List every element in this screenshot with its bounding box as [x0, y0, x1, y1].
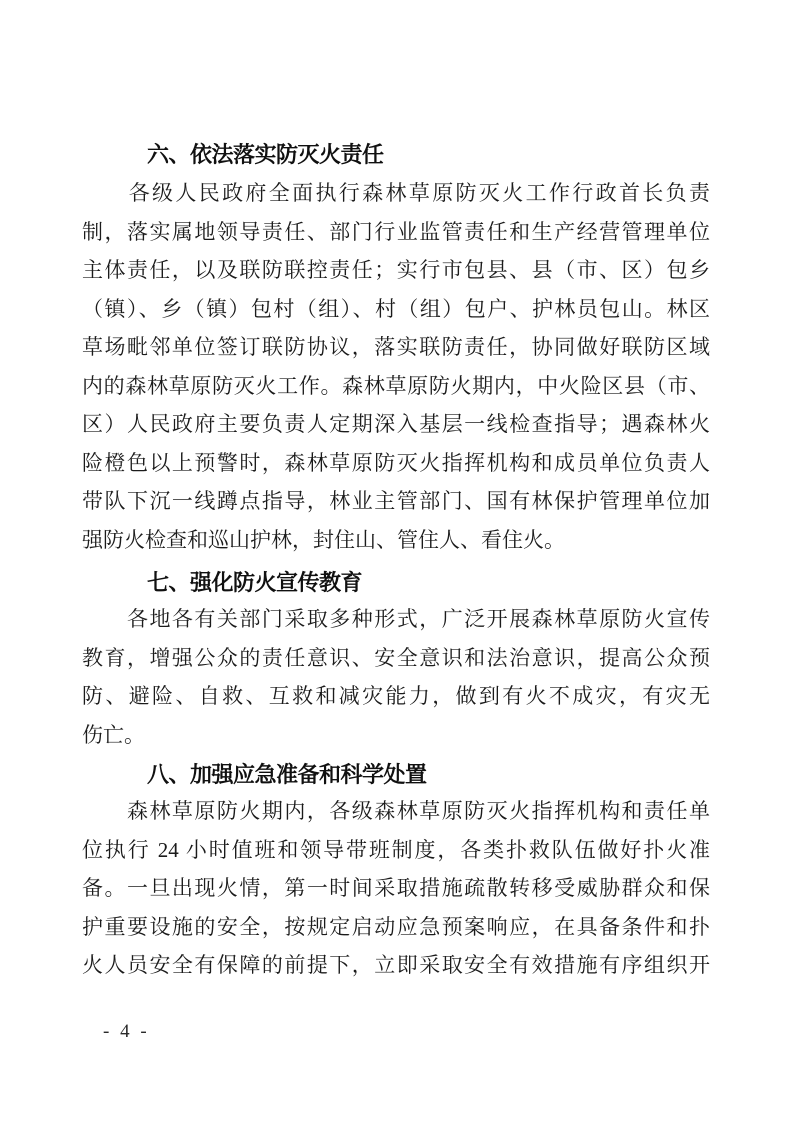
text-line: 草场毗邻单位签订联防协议，落实联防责任，协同做好联防区域	[82, 335, 710, 359]
text-line: 备。一旦出现火情，第一时间采取措施疏散转移受威胁群众和保	[82, 876, 710, 900]
text-line: 护重要设施的安全，按规定启动应急预案响应，在具备条件和扑	[82, 914, 710, 939]
text-line: 位执行 24 小时值班和领导带班制度，各类扑救队伍做好扑火准	[82, 837, 710, 862]
text-line: 险橙色以上预警时，森林草原防灭火指挥机构和成员单位负责人	[82, 450, 710, 475]
text-line: 主体责任，以及联防联控责任；实行市包县、县（市、区）包乡	[82, 258, 710, 282]
text-line: 各级人民政府全面执行森林草原防灭火工作行政首长负责	[82, 181, 710, 205]
paragraph	[82, 792, 710, 985]
section-heading: 六、依法落实防灭火责任	[147, 142, 384, 167]
section	[82, 140, 710, 559]
text-line: 制，落实属地领导责任、部门行业监管责任和生产经营管理单位	[82, 219, 710, 244]
page-number: - 4 -	[103, 1021, 150, 1042]
text-line: 森林草原防火期内，各级森林草原防灭火指挥机构和责任单	[82, 799, 710, 823]
paragraph	[82, 600, 710, 754]
section-heading: 八、加强应急准备和科学处置	[147, 762, 427, 787]
section	[82, 760, 710, 985]
text-line: 带队下沉一线蹲点指导，林业主管部门、国有林保护管理单位加	[82, 489, 710, 513]
section	[82, 568, 710, 754]
section-heading: 七、强化防火宣传教育	[147, 570, 363, 595]
text-line: 火人员安全有保障的前提下，立即采取安全有效措施有序组织开	[82, 953, 710, 977]
text-line: 伤亡。	[82, 722, 145, 747]
text-line: 防、避险、自救、互救和减灾能力，做到有火不成灾，有灾无	[82, 684, 710, 708]
text-line: 内的森林草原防灭火工作。森林草原防火期内，中火险区县（市、	[82, 373, 710, 398]
paragraph	[82, 174, 710, 559]
text-line: 强防火检查和巡山护林，封住山、管住人、看住火。	[82, 527, 565, 552]
page-content	[82, 0, 710, 985]
text-line: 各地各有关部门采取多种形式，广泛开展森林草原防火宣传	[82, 607, 710, 631]
text-line: 教育，增强公众的责任意识、安全意识和法治意识，提高公众预	[82, 645, 710, 670]
text-line: 区）人民政府主要负责人定期深入基层一线检查指导；遇森林火	[82, 412, 710, 436]
top-margin	[82, 0, 710, 140]
text-line: （镇）、乡（镇）包村（组）、村（组）包户、护林员包山。林区	[82, 296, 710, 321]
